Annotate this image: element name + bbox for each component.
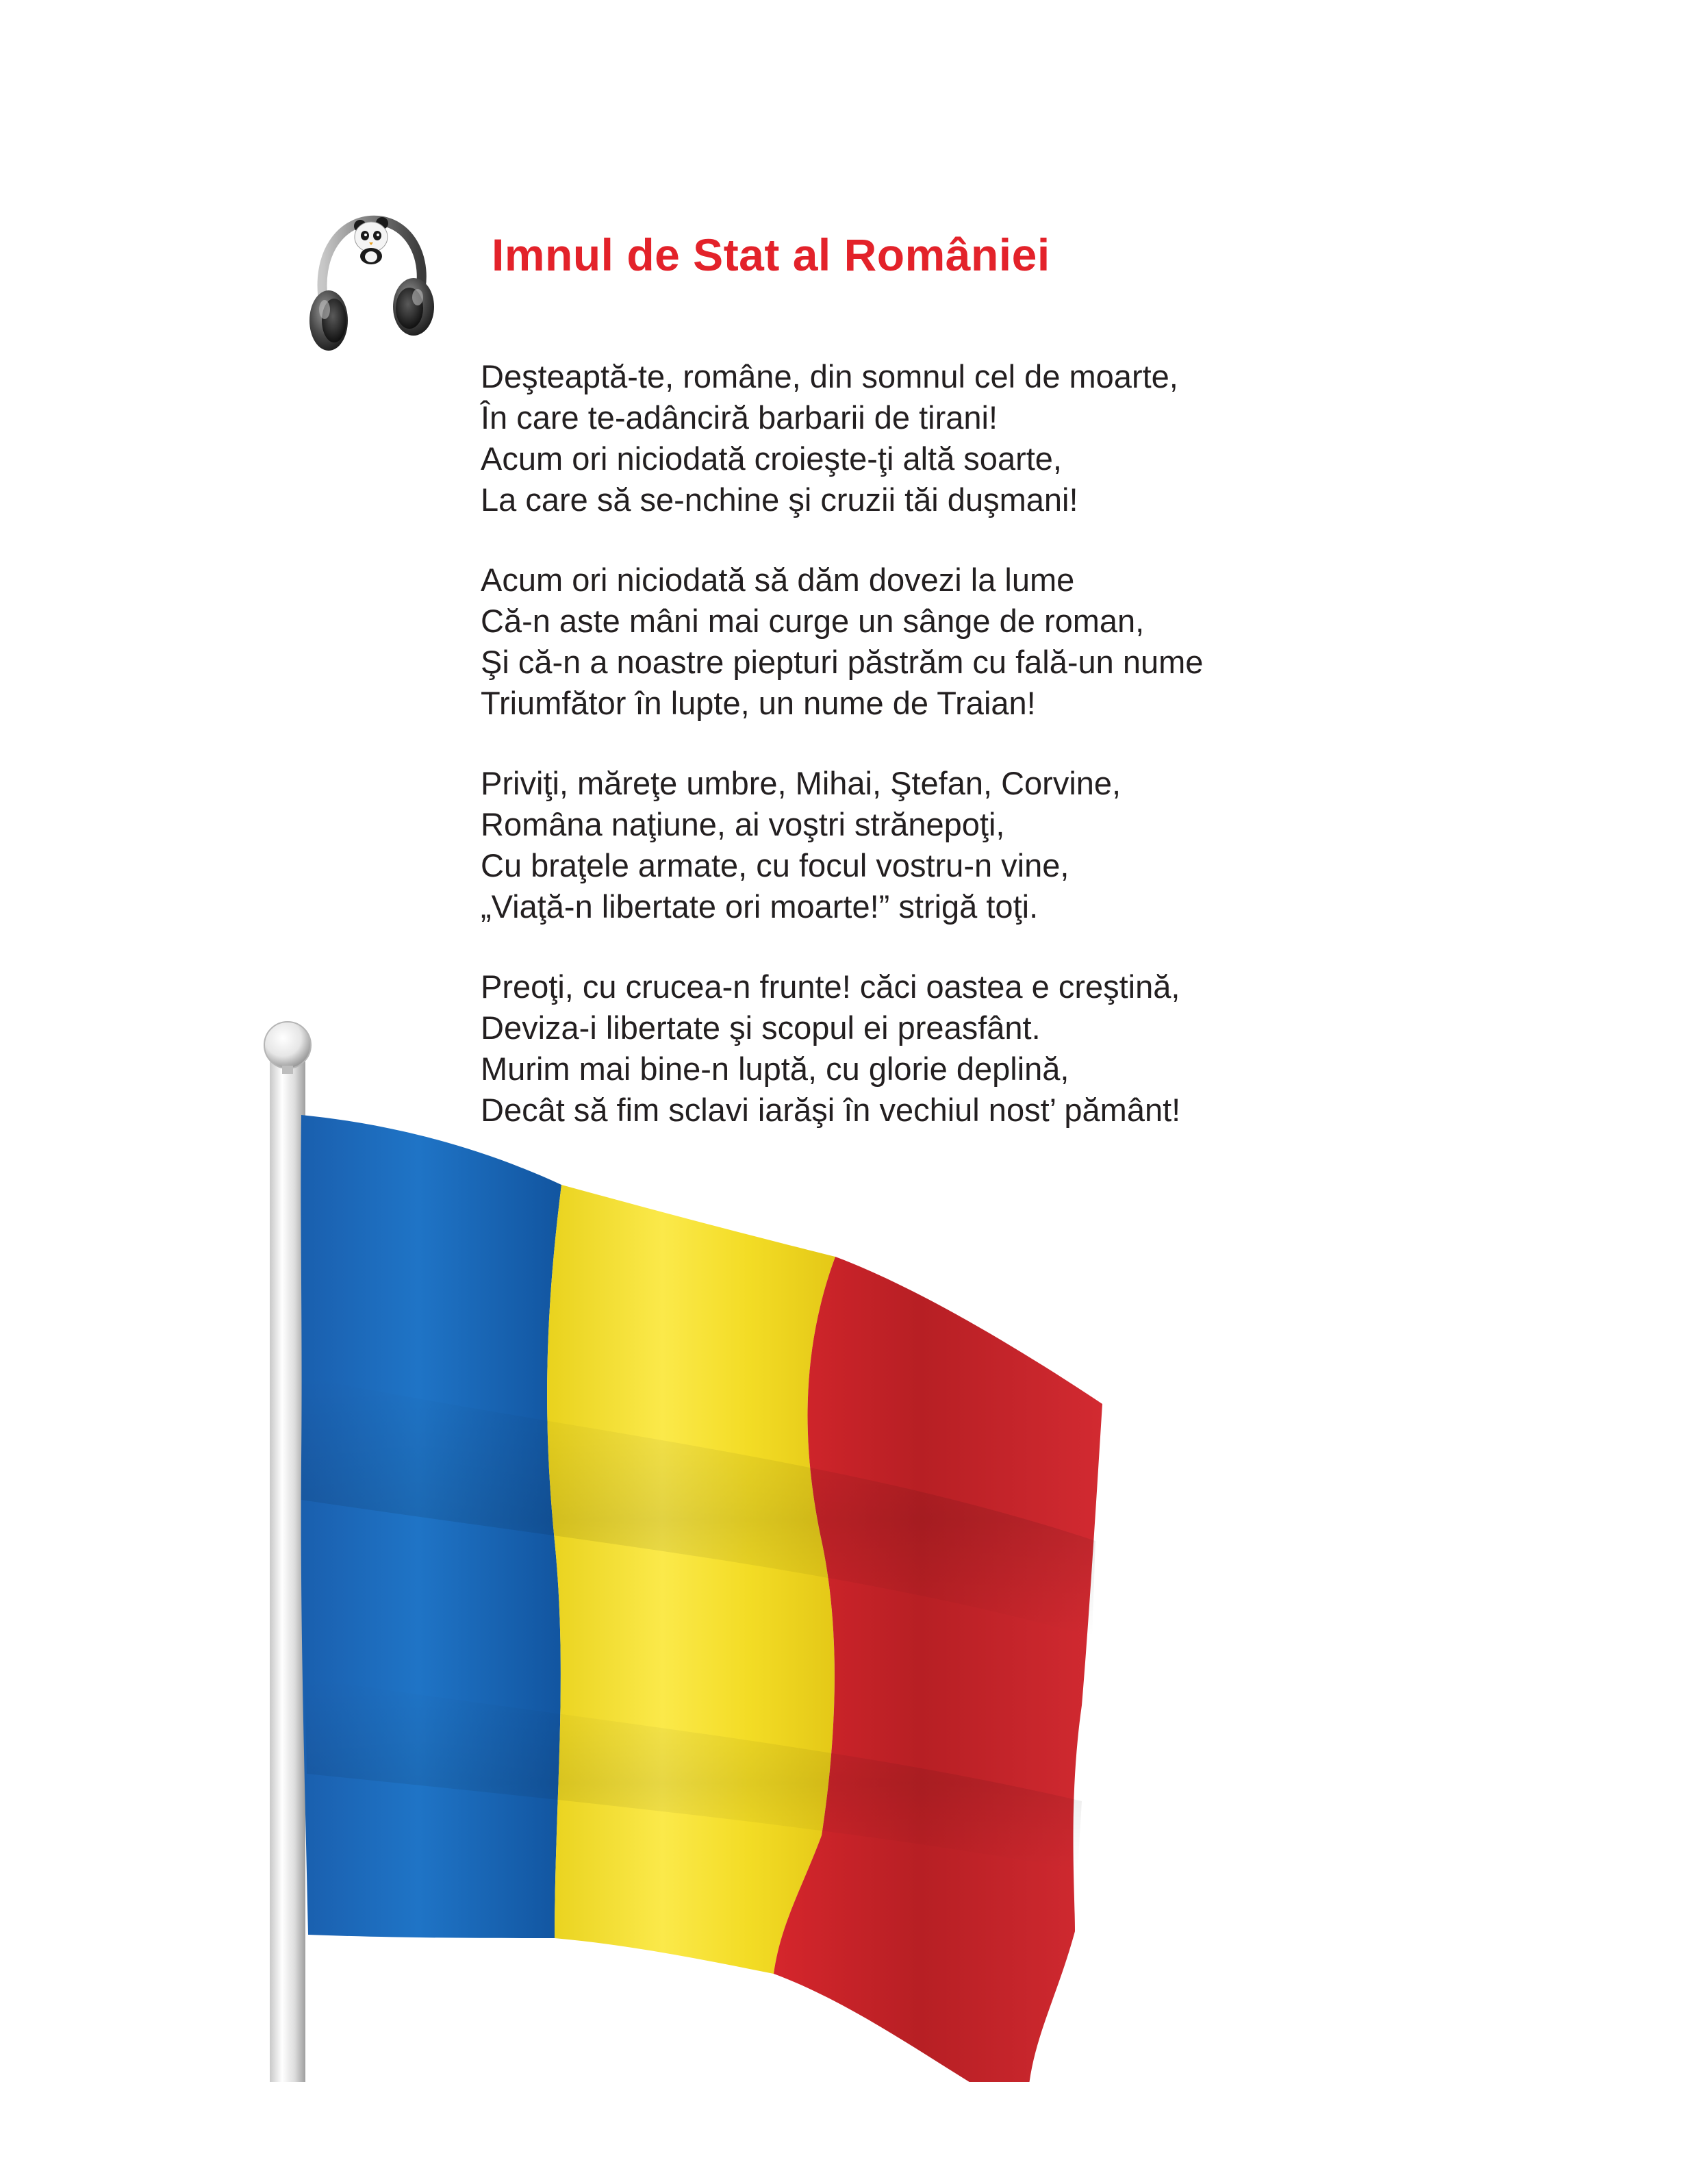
lyric-line: Decât să fim sclavi iarăşi în vechiul nost’ pământ! xyxy=(481,1092,1181,1128)
stanza-2 xyxy=(481,560,1357,724)
lyric-line: Deviza-i libertate şi scopul ei preasfânt. xyxy=(481,1009,1041,1046)
stanza-3 xyxy=(481,763,1357,927)
lyric-line: Deşteaptă-te, române, din somnul cel de moarte, xyxy=(481,358,1178,394)
stanza-1 xyxy=(481,356,1357,520)
lyric-line: Murim mai bine-n luptă, cu glorie deplină, xyxy=(481,1051,1069,1087)
lyric-line: Acum ori niciodată croieşte-ţi altă soarte, xyxy=(481,440,1062,477)
lyric-line: Şi că-n a noastre piepturi păstrăm cu fală-un nume xyxy=(481,644,1204,680)
lyric-line: Cu braţele armate, cu focul vostru-n vine, xyxy=(481,847,1069,883)
lyric-line: „Viaţă-n libertate ori moarte!” strigă toţi. xyxy=(481,888,1039,925)
lyric-line: Preoţi, cu crucea-n frunte! căci oastea e creştină, xyxy=(481,968,1180,1005)
lyric-line: Romȃna naţiune, ai voştri strănepoţi, xyxy=(481,806,1005,842)
lyric-line: Triumfător în lupte, un nume de Traian! xyxy=(481,685,1036,721)
lyric-line: Că-n aste mâni mai curge un sânge de roman, xyxy=(481,603,1145,639)
headphones-icon[interactable] xyxy=(301,205,438,363)
lyric-line: În care te-adânciră barbarii de tirani! xyxy=(481,399,998,436)
lyric-line: Priviţi, măreţe umbre, Mihai, Ştefan, Corvine, xyxy=(481,765,1122,801)
romanian-flag xyxy=(233,1020,1137,2082)
lyric-line: La care să se-nchine şi cruzii tăi duşmani! xyxy=(481,481,1078,518)
lyric-line: Acum ori niciodată să dăm dovezi la lume xyxy=(481,562,1075,598)
flag-pole xyxy=(270,1062,305,2082)
page-title: Imnul de Stat al României xyxy=(492,229,1050,280)
